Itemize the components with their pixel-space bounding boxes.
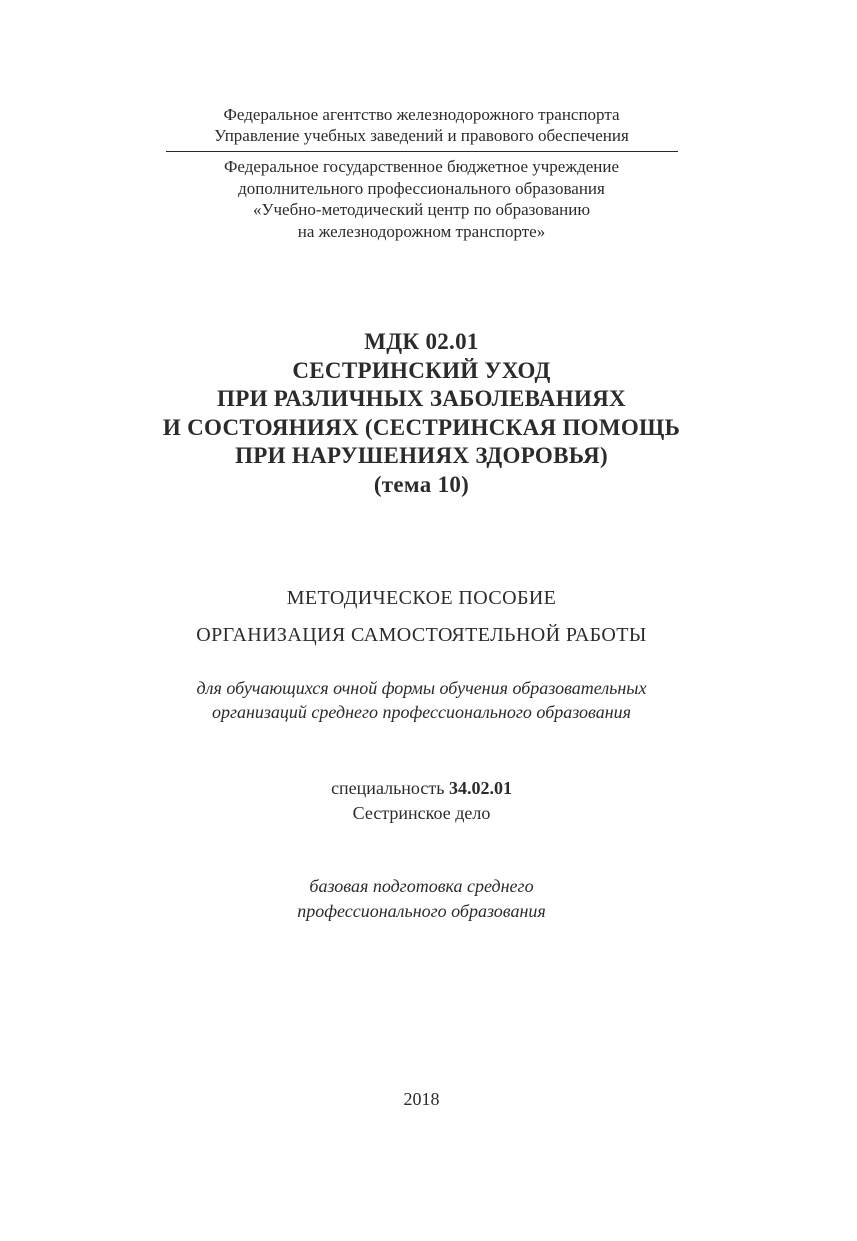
document-type (0, 585, 843, 611)
publication-year (0, 1088, 843, 1110)
course-title-line-2: ПРИ РАЗЛИЧНЫХ ЗАБОЛЕВАНИЯХ (217, 386, 626, 411)
document-subtitle (0, 622, 843, 648)
agency-department: Управление учебных заведений и правового обеспечения (214, 126, 629, 145)
course-title-line-3: И СОСТОЯНИЯХ (СЕСТРИНСКАЯ ПОМОЩЬ (162, 414, 681, 440)
audience-line-2: организаций среднего профессионального образования (211, 702, 632, 722)
institution-line-4: на железнодорожном транспорте» (297, 221, 546, 241)
training-level (0, 874, 843, 924)
course-topic: (тема 10) (373, 471, 470, 497)
audience (0, 676, 843, 724)
agency-header (0, 104, 843, 146)
institution-header (0, 156, 843, 242)
specialty (0, 776, 843, 826)
institution-line-3: «Учебно-методический центр по образованию (252, 200, 591, 219)
document-subtitle-text: ОРГАНИЗАЦИЯ САМОСТОЯТЕЛЬНОЙ РАБОТЫ (196, 624, 647, 646)
agency-name: Федеральное агентство железнодорожного транспорта (223, 105, 620, 124)
publication-year-text: 2018 (403, 1089, 440, 1109)
course-title (0, 328, 843, 499)
specialty-name: Сестринское дело (352, 803, 491, 823)
header-divider (166, 151, 678, 152)
specialty-label: специальность (331, 778, 449, 798)
training-level-line-2: профессионального образования (297, 901, 546, 921)
course-code: МДК 02.01 (364, 329, 479, 354)
institution-line-2: дополнительного профессионального образования (238, 178, 605, 198)
course-title-line-1: СЕСТРИНСКИЙ УХОД (292, 357, 551, 383)
course-title-line-4: ПРИ НАРУШЕНИЯХ ЗДОРОВЬЯ) (235, 443, 608, 468)
audience-line-1: для обучающихся очной формы обучения образовательных (196, 678, 647, 698)
document-type-text: МЕТОДИЧЕСКОЕ ПОСОБИЕ (286, 587, 557, 609)
institution-line-1: Федеральное государственное бюджетное учреждение (223, 157, 620, 176)
specialty-line (0, 776, 843, 801)
training-level-line-1: базовая подготовка среднего (309, 876, 534, 896)
specialty-code: 34.02.01 (448, 778, 512, 798)
